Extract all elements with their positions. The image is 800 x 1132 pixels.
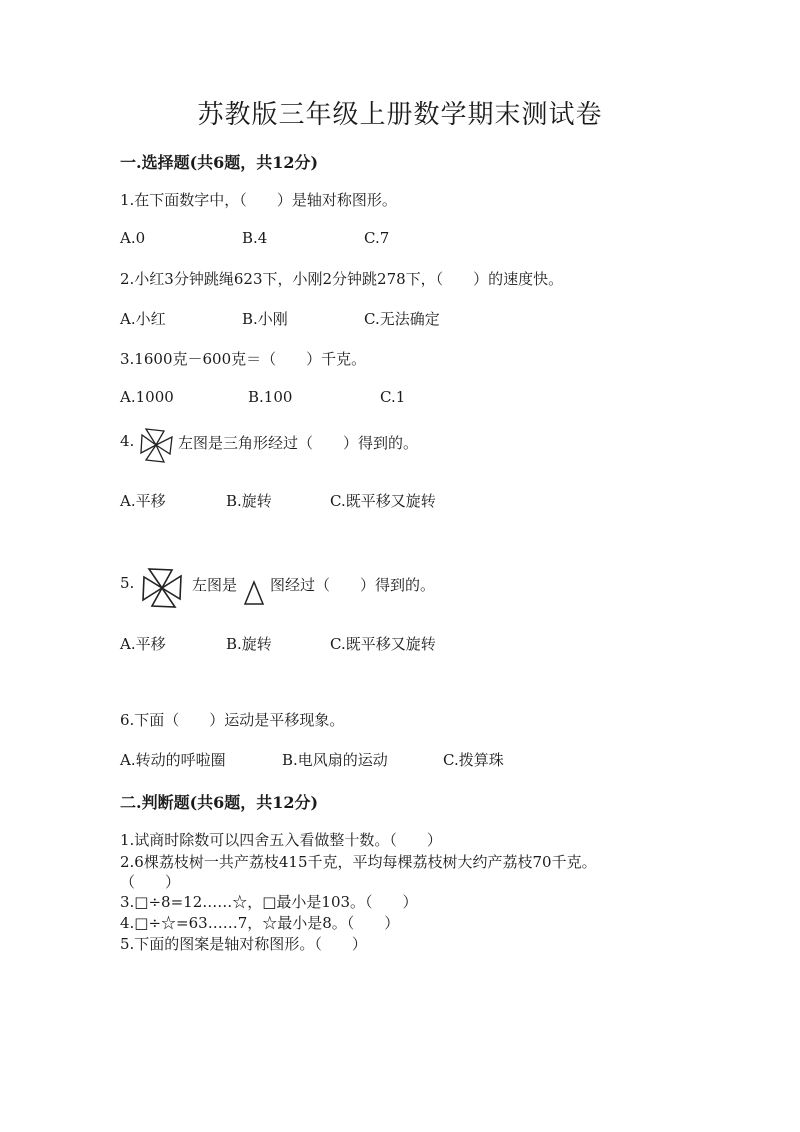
q3-option-c: C.1	[380, 388, 406, 406]
q5-option-a: A.平移	[120, 635, 166, 653]
page-title: 苏教版三年级上册数学期末测试卷	[197, 100, 603, 130]
q2-option-c: C.无法确定	[364, 310, 440, 328]
q3-option-a: A.1000	[120, 388, 174, 406]
question-6: 6.下面（ ）运动是平移现象。	[120, 711, 345, 729]
pinwheel-figure-icon	[138, 426, 174, 464]
judgment-item: 3.□÷8=12……☆，□最小是103。（ ）	[120, 893, 418, 911]
question-5-text-after: 图经过（ ）得到的。	[270, 576, 436, 594]
question-2: 2.小红3分钟跳绳623下，小刚2分钟跳278下，（ ）的速度快。	[120, 270, 564, 288]
q6-option-b: B.电风扇的运动	[282, 751, 388, 769]
q5-option-c: C.既平移又旋转	[330, 635, 436, 653]
q5-option-b: B.旋转	[226, 635, 272, 653]
judgment-item-continuation: （ ）	[120, 873, 181, 891]
question-4: 左图是三角形经过（ ）得到的。	[178, 434, 419, 452]
question-5-number: 5.	[120, 574, 135, 592]
section1-heading: 一.选择题(共6题，共12分)	[120, 153, 319, 172]
question-4-number: 4.	[120, 432, 135, 450]
q6-option-c: C.拨算珠	[443, 751, 504, 769]
q2-option-b: B.小刚	[242, 310, 288, 328]
judgment-item: 2.6棵荔枝树一共产荔枝415千克，平均每棵荔枝树大约产荔枝70千克。	[120, 853, 597, 871]
question-3: 3.1600克－600克＝（ ）千克。	[120, 350, 367, 368]
q1-option-b: B.4	[242, 229, 268, 247]
section2-heading: 二.判断题(共6题，共12分)	[120, 793, 319, 812]
judgment-item: 5.下面的图案是轴对称图形。（ ）	[120, 935, 367, 953]
question-1: 1.在下面数字中，（ ）是轴对称图形。	[120, 191, 397, 209]
q4-option-c: C.既平移又旋转	[330, 492, 436, 510]
triangle-figure-icon	[243, 580, 265, 606]
q2-option-a: A.小红	[120, 310, 166, 328]
q6-option-a: A.转动的呼啦圈	[120, 751, 226, 769]
pinwheel-figure-icon	[140, 566, 184, 610]
q1-option-a: A.0	[120, 229, 146, 247]
q3-option-b: B.100	[248, 388, 293, 406]
q4-option-b: B.旋转	[226, 492, 272, 510]
question-5-text-before: 左图是	[192, 576, 238, 594]
judgment-item: 1.试商时除数可以四舍五入看做整十数。（ ）	[120, 831, 442, 849]
q4-option-a: A.平移	[120, 492, 166, 510]
judgment-item: 4.□÷☆=63……7，☆最小是8。（ ）	[120, 914, 400, 932]
q1-option-c: C.7	[364, 229, 390, 247]
